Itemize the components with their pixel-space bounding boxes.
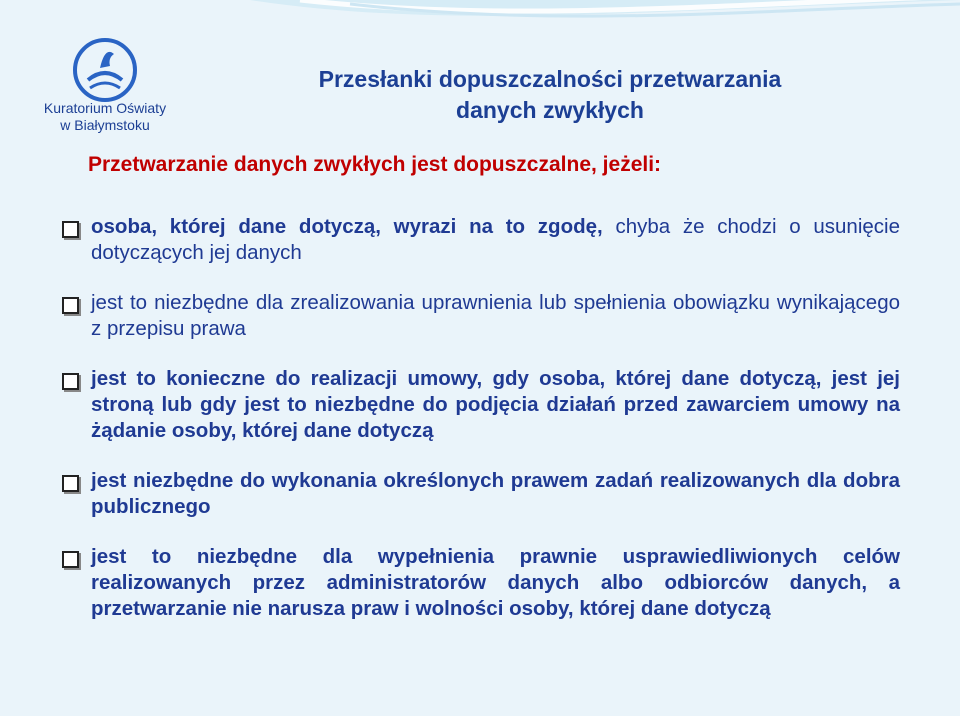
item-lead: jest to niezbędne dla zrealizowania uprawnienia lub spełnienia obowiązku wynikającego z przepisu prawa — [91, 291, 900, 340]
list-item — [62, 366, 900, 444]
checkbox-bullet-icon — [62, 297, 79, 314]
title-line-2: danych zwykłych — [456, 97, 644, 123]
logo-text — [30, 100, 180, 134]
checkbox-bullet-icon — [62, 551, 79, 568]
item-lead: jest to niezbędne dla wypełnienia prawnie usprawiedliwionych celów realizowanych przez administratorów danych albo odbiorców danych, a przetwarzanie nie narusza praw i wolności osoby, której dane dotyczą — [91, 545, 900, 620]
conditions-list — [62, 214, 900, 646]
checkbox-bullet-icon — [62, 373, 79, 390]
subtitle: Przetwarzanie danych zwykłych jest dopuszczalne, jeżeli: — [88, 153, 662, 176]
list-item — [62, 544, 900, 622]
list-item — [62, 290, 900, 342]
checkbox-bullet-icon — [62, 221, 79, 238]
item-rest: chyba że chodzi o usunięcie dotyczących jej danych — [91, 215, 900, 264]
item-lead: jest to konieczne do realizacji umowy, gdy osoba, której dane dotyczą, jest jej stroną lub gdy jest to niezbędne do podjęcia działań przed zawarciem umowy na żądanie osoby, której dane dotyczą — [91, 367, 900, 442]
checkbox-bullet-icon — [62, 475, 79, 492]
list-item — [62, 468, 900, 520]
item-lead: jest niezbędne do wykonania określonych prawem zadań realizowanych dla dobra publicznego — [91, 469, 900, 518]
logo-line-2: w Białymstoku — [60, 117, 150, 133]
logo-line-1: Kuratorium Oświaty — [43, 100, 167, 116]
title-line-1: Przesłanki dopuszczalności przetwarzania — [318, 66, 782, 92]
item-lead: osoba, której dane dotyczą, wyrazi na to zgodę, — [91, 215, 603, 238]
page-title — [230, 64, 870, 126]
list-item — [62, 214, 900, 266]
